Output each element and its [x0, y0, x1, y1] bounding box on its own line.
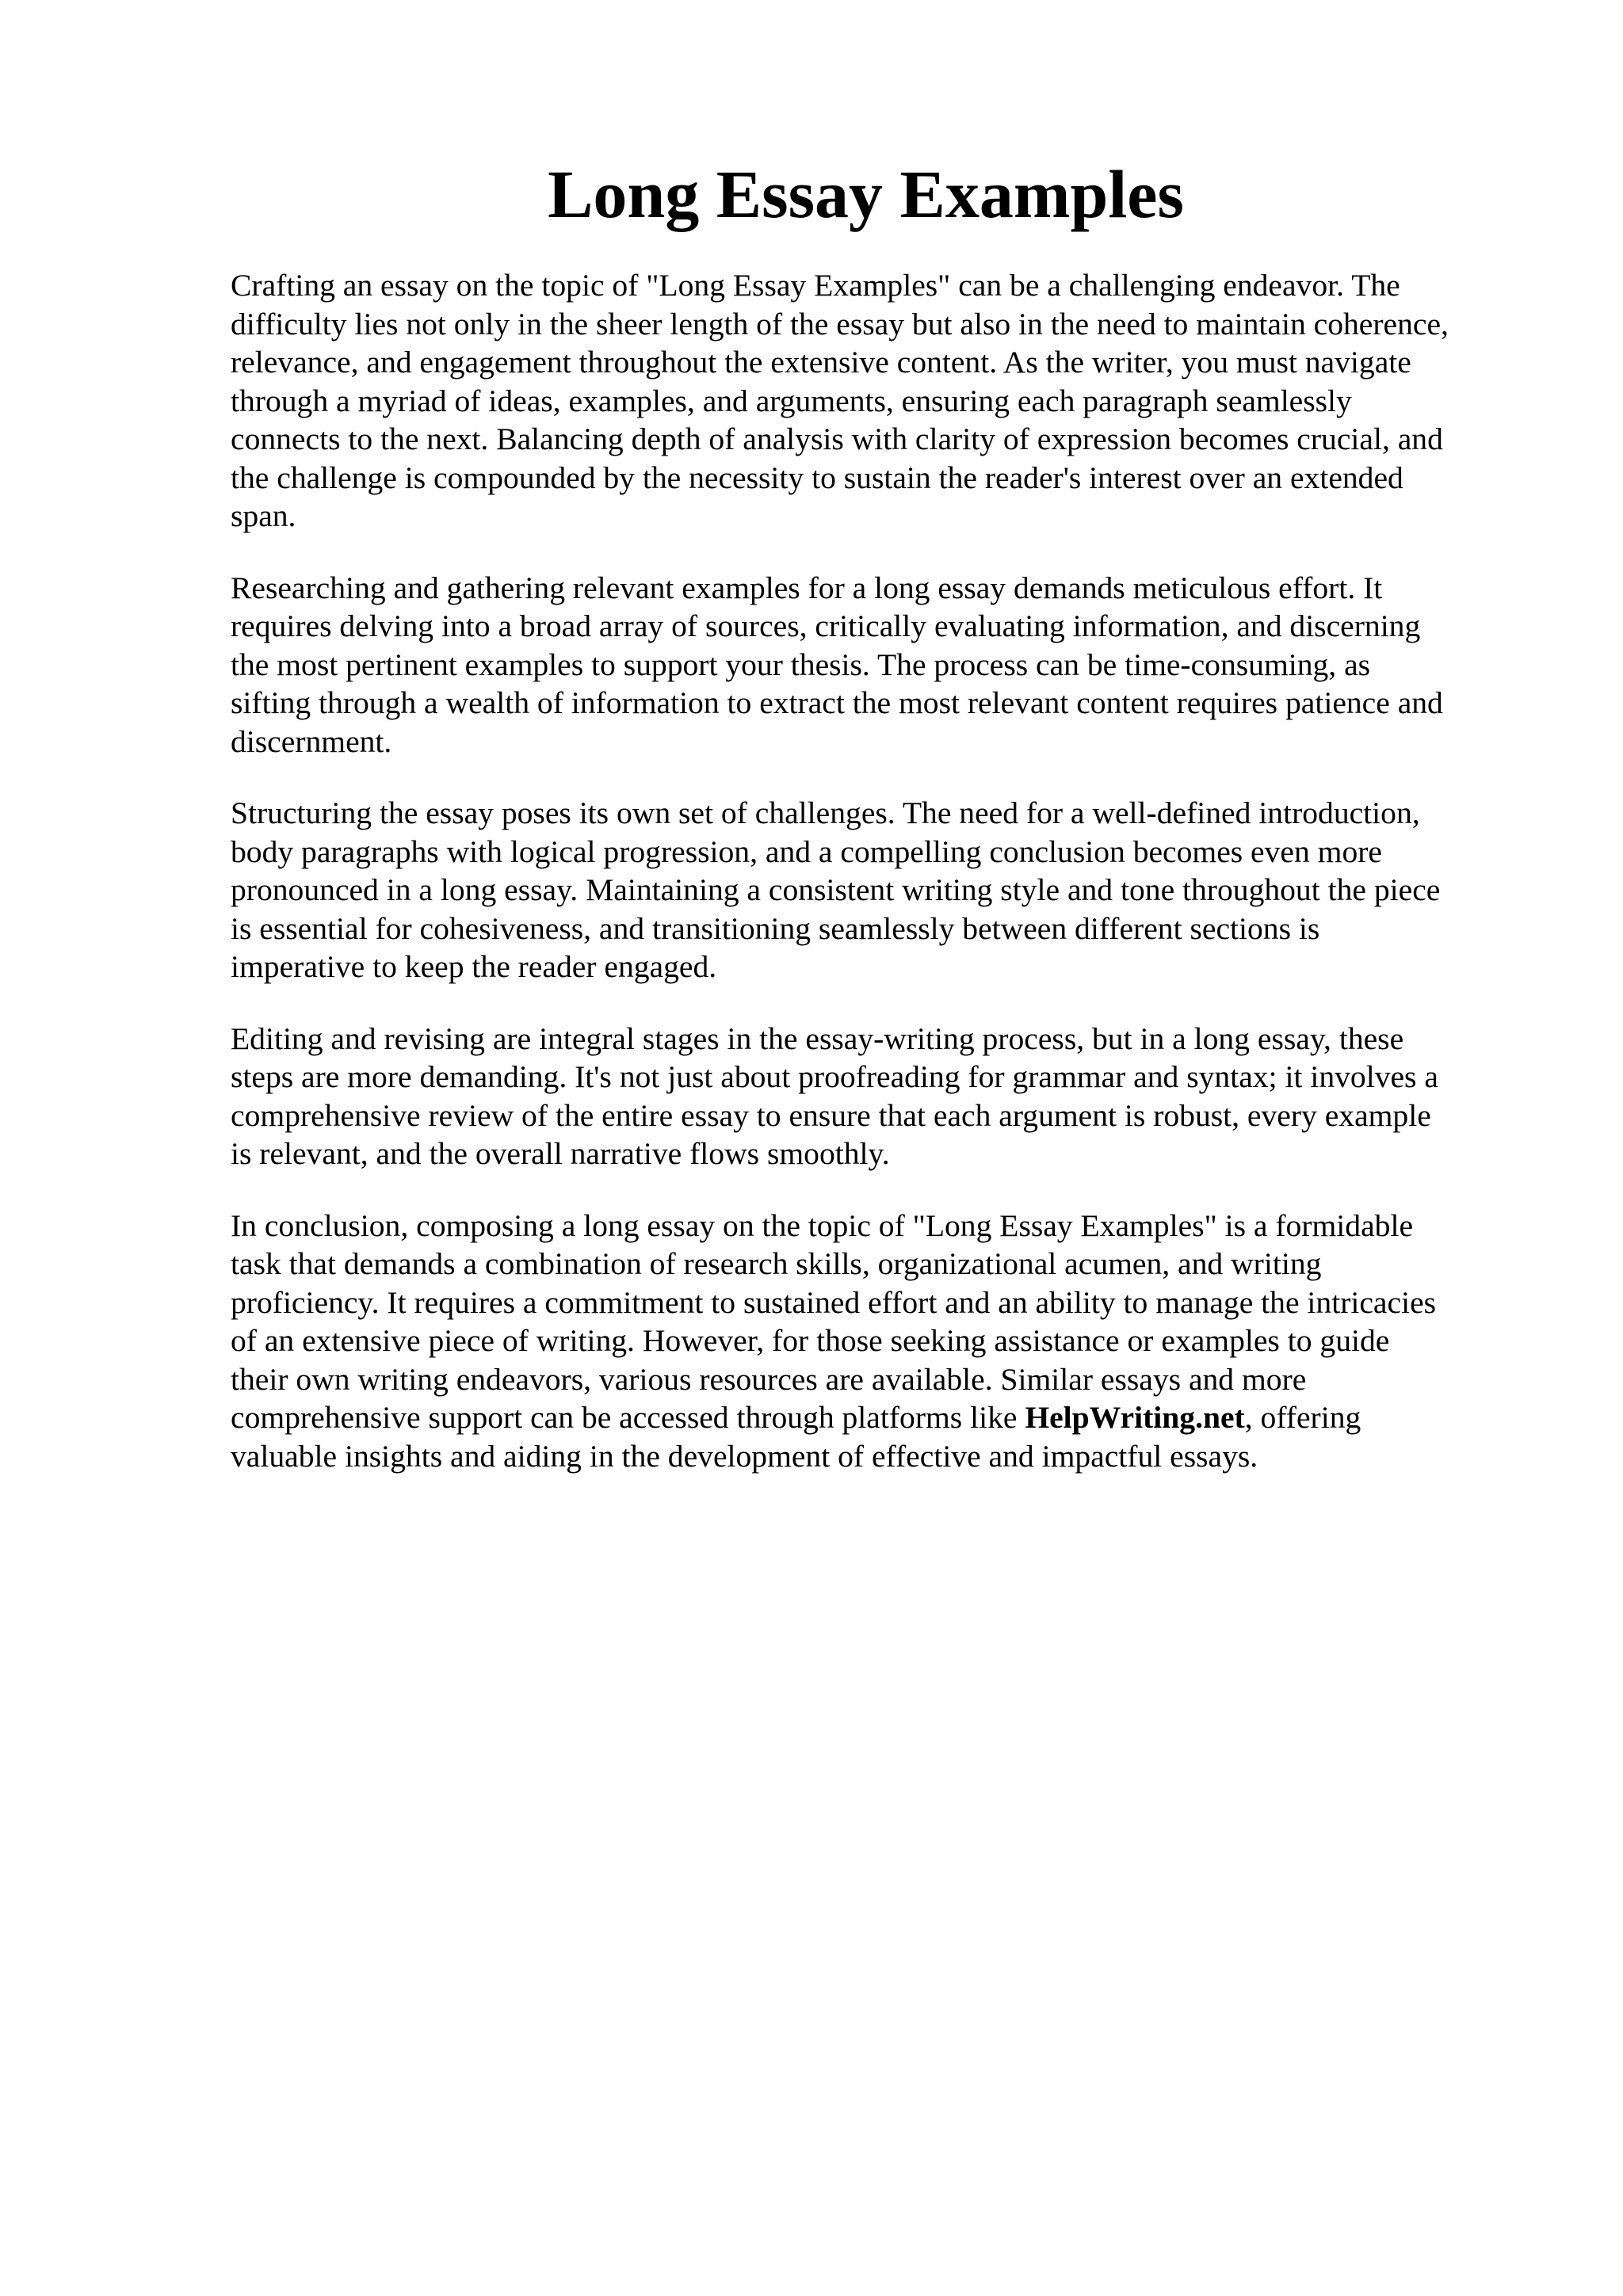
- text-fragment: comprehensive support can be accessed through platforms like: [231, 1400, 1025, 1435]
- text-line: span.: [231, 498, 296, 533]
- text-line: relevance, and engagement throughout the extensive content. As the writer, you must navigate: [231, 345, 1411, 379]
- document-title: Long Essay Examples: [548, 156, 1184, 232]
- text-line: discernment.: [231, 723, 392, 759]
- text-line: pronounced in a long essay. Maintaining a consistent writing style and tone throughout the piece: [231, 872, 1441, 907]
- text-line: connects to the next. Balancing depth of analysis with clarity of expression becomes crucial, and: [231, 421, 1443, 456]
- text-line: the challenge is compounded by the necessity to sustain the reader's interest over an extended: [231, 460, 1403, 495]
- text-line: is relevant, and the overall narrative flows smoothly.: [231, 1136, 890, 1171]
- text-line: the most pertinent examples to support your thesis. The process can be time-consuming, as: [231, 646, 1371, 682]
- text-line: Crafting an essay on the topic of "Long Essay Examples" can be a challenging endeavor. The: [231, 268, 1400, 303]
- text-line: body paragraphs with logical progression, and a compelling conclusion becomes even more: [231, 833, 1382, 869]
- paragraph-3: [231, 794, 1554, 986]
- text-line: sifting through a wealth of information to extract the most relevant content requires patience and: [231, 685, 1443, 720]
- text-line: proficiency. It requires a commitment to sustained effort and an ability to manage the intricacies: [231, 1284, 1437, 1320]
- paragraph-2: [231, 569, 1554, 761]
- text-line: is essential for cohesiveness, and transitioning seamlessly between different sections is: [231, 910, 1320, 946]
- helpwriting-link[interactable]: HelpWriting.net: [1025, 1400, 1245, 1435]
- text-line: steps are more demanding. It's not just about proofreading for grammar and syntax; it involves a: [231, 1059, 1438, 1094]
- text-line: comprehensive review of the entire essay to ensure that each argument is robust, every example: [231, 1097, 1431, 1133]
- text-line: Researching and gathering relevant examples for a long essay demands meticulous effort. It: [231, 570, 1383, 605]
- document-body: [231, 266, 1554, 1508]
- text-line: through a myriad of ideas, examples, and arguments, ensuring each paragraph seamlessly: [231, 383, 1352, 418]
- text-line: In conclusion, composing a long essay on the topic of "Long Essay Examples" is a formidable: [231, 1207, 1414, 1243]
- text-line: imperative to keep the reader engaged.: [231, 949, 717, 984]
- text-line: Structuring the essay poses its own set of challenges. The need for a well-defined introduction,: [231, 795, 1420, 830]
- paragraph-1: [231, 266, 1554, 536]
- text-fragment: , offering: [1244, 1400, 1361, 1435]
- text-line: difficulty lies not only in the sheer length of the essay but also in the need to maintain coherence,: [231, 306, 1449, 341]
- paragraph-4: [231, 1020, 1554, 1173]
- text-line: of an extensive piece of writing. However, for those seeking assistance or examples to guide: [231, 1323, 1390, 1358]
- paragraph-5: [231, 1207, 1554, 1476]
- text-line: valuable insights and aiding in the development of effective and impactful essays.: [231, 1438, 1258, 1474]
- text-line: their own writing endeavors, various resources are available. Similar essays and more: [231, 1361, 1307, 1397]
- text-line: requires delving into a broad array of sources, critically evaluating information, and discerning: [231, 608, 1421, 643]
- text-line: Editing and revising are integral stages in the essay-writing process, but in a long essay, these: [231, 1020, 1404, 1056]
- text-line: task that demands a combination of research skills, organizational acumen, and writing: [231, 1246, 1322, 1281]
- text-line-with-link: [231, 1398, 1554, 1437]
